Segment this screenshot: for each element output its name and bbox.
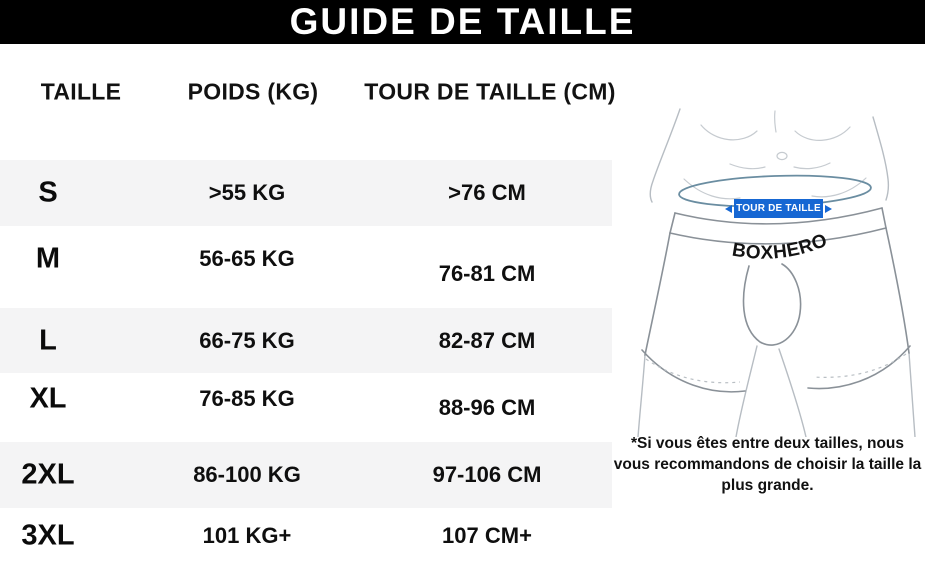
right-leg-hem xyxy=(808,346,910,389)
weight-cell: 101 KG+ xyxy=(202,523,292,548)
waist-cell: 88-96 CM xyxy=(438,394,536,420)
waist-cell: 107 CM+ xyxy=(442,523,532,548)
title-bar xyxy=(0,0,925,44)
table-row xyxy=(0,160,612,226)
pouch-seam xyxy=(744,264,801,345)
table-row xyxy=(0,508,612,564)
table-row xyxy=(0,308,612,373)
abs-detail-lines xyxy=(684,111,866,199)
weight-cell: 66-75 KG xyxy=(199,327,295,353)
waist-cell: 97-106 CM xyxy=(432,462,542,487)
size-cell: 2XL xyxy=(21,458,75,491)
table-row xyxy=(0,226,612,308)
size-cell: M xyxy=(35,242,61,275)
weight-cell: 76-85 KG xyxy=(199,385,295,411)
weight-cell: 86-100 KG xyxy=(193,462,301,487)
column-header-size: TAILLE xyxy=(40,78,122,105)
brand-waistband-text: BOXHERO xyxy=(730,229,831,264)
size-cell: XL xyxy=(29,382,67,414)
weight-cell: 56-65 KG xyxy=(199,246,295,271)
boxer-briefs-outline xyxy=(642,208,910,392)
table-row xyxy=(0,442,612,508)
size-cell: L xyxy=(39,324,57,356)
navel xyxy=(777,152,787,159)
table-row xyxy=(0,373,612,442)
right-hem-stitching xyxy=(813,354,906,377)
column-header-weight: POIDS (KG) xyxy=(187,78,319,105)
column-header-waist: TOUR DE TAILLE (CM) xyxy=(364,78,616,105)
waist-measure-label: TOUR DE TAILLE xyxy=(734,199,823,218)
waist-measurement-diagram xyxy=(618,103,920,437)
page-title: GUIDE DE TAILLE xyxy=(289,0,636,42)
waist-cell: 82-87 CM xyxy=(438,327,536,353)
size-table xyxy=(0,160,612,564)
sizing-note: *Si vous êtes entre deux tailles, nous vous recommandons de choisir la taille la plus grande. xyxy=(613,435,922,494)
weight-cell: >55 KG xyxy=(208,180,286,205)
waist-cell: 76-81 CM xyxy=(438,261,536,286)
left-leg-hem xyxy=(642,350,745,392)
legs-outline xyxy=(638,346,915,437)
size-cell: 3XL xyxy=(21,519,75,552)
left-hem-stitching xyxy=(646,359,740,383)
size-cell: S xyxy=(38,176,58,209)
waist-cell: >76 CM xyxy=(448,180,526,205)
